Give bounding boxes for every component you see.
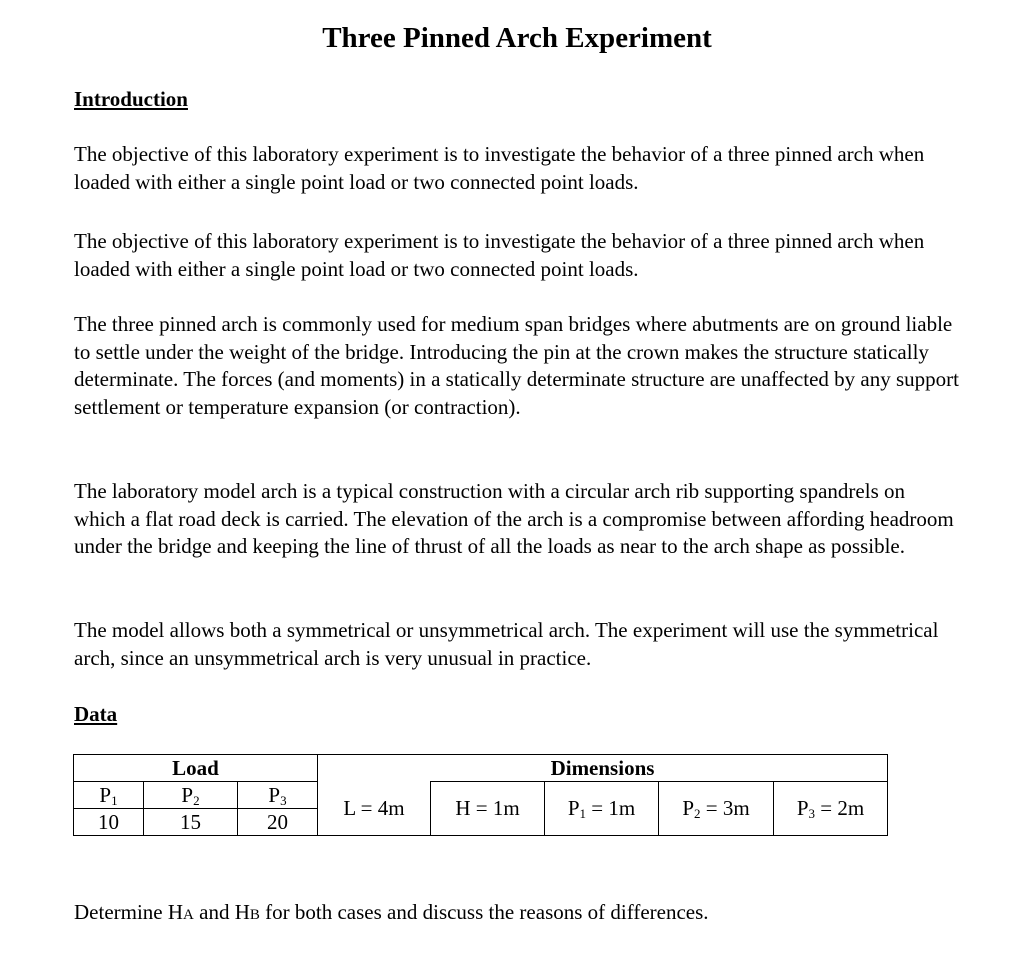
intro-paragraph-3: The three pinned arch is commonly used for medium span bridges where abutments are on ground liable to settle under the weight of the bridge. Introducing the pin at the crown makes the structure statically determinate. The forces (and moments) in a statically determinate structure are unaffected by any support settlement or temperature expansion (or contraction). — [74, 312, 959, 419]
introduction-heading: Introduction — [74, 87, 188, 111]
load-value-p1: 10 — [74, 809, 144, 836]
load-value-p2: 15 — [144, 809, 238, 836]
dimension-p1: $P_1 = 1m$ — [545, 782, 659, 836]
intro-paragraph-4: The laboratory model arch is a typical construction with a circular arch rib supporting spandrels on which a flat road deck is carried. The elevation of the arch is a compromise between affording headroom under the bridge and keeping the line of thrust of all the loads as near to the arch shape as possible. — [74, 479, 954, 559]
intro-paragraph-2: The objective of this laboratory experiment is to investigate the behavior of a three pinned arch when loaded with either a single point load or two connected point loads. — [74, 229, 925, 281]
dimension-height: H = 1m — [431, 782, 545, 836]
page-title: Three Pinned Arch Experiment — [322, 22, 712, 54]
dimension-p3: $P_3 = 2m$ — [774, 782, 888, 836]
intro-paragraph-1: The objective of this laboratory experiment is to investigate the behavior of a three pinned arch when loaded with either a single point load or two connected point loads. — [74, 142, 925, 194]
table-header-row — [74, 755, 888, 782]
dimension-span: L = 4m — [318, 782, 431, 836]
intro-paragraph-5: The model allows both a symmetrical or unsymmetrical arch. The experiment will use the symmetrical arch, since an unsymmetrical arch is very unusual in practice. — [74, 618, 939, 670]
load-label-p3: $P_3$ — [238, 782, 318, 809]
load-label-p1: $P_1$ — [74, 782, 144, 809]
data-table — [73, 754, 888, 836]
dimensions-header: Dimensions — [318, 755, 888, 782]
load-value-p3: 20 — [238, 809, 318, 836]
table-label-row — [74, 782, 888, 809]
load-header: Load — [74, 755, 318, 782]
data-heading: Data — [74, 702, 118, 726]
load-label-p2: $P_2$ — [144, 782, 238, 809]
closing-instruction: Determine HA and HB for both cases and discuss the reasons of differences. — [74, 900, 709, 924]
dimension-p2: $P_2 = 3m$ — [659, 782, 774, 836]
